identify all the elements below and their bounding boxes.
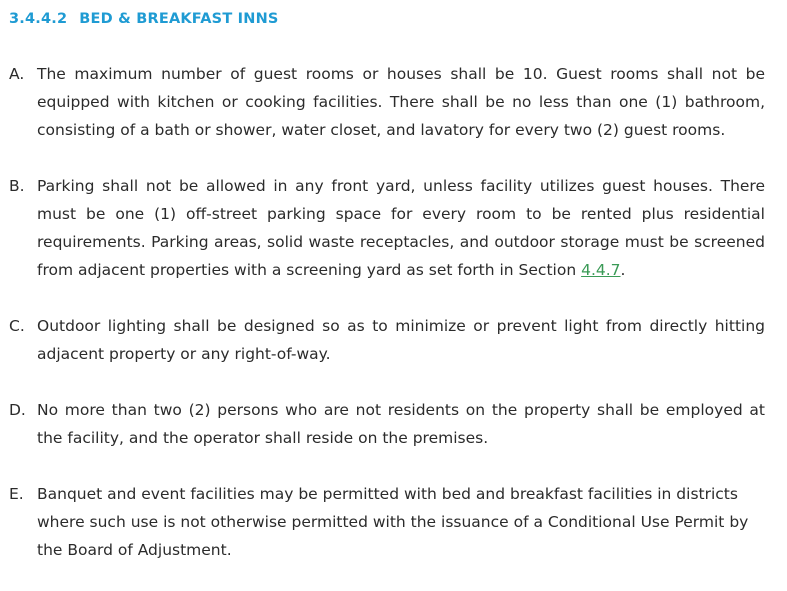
list-item-e	[9, 480, 765, 564]
list-marker: B.	[9, 177, 25, 195]
list-item-text-before-link: Parking shall not be allowed in any front yard, unless facility utilizes guest houses. There must be one (1) off-street parking space for every room to be rented plus residential requirements. Parking areas, solid waste receptacles, and outdoor storage must be screened from adjacent properties with a screening yard as set forth in Section	[37, 177, 765, 279]
list-item-text-after-link: .	[620, 261, 626, 279]
section-link[interactable]: 4.4.7	[581, 261, 621, 279]
list-item-text	[37, 172, 765, 284]
section-number: 3.4.4.2	[9, 11, 68, 27]
list-item-d	[9, 396, 765, 452]
list-item-b	[9, 172, 765, 284]
list-marker: E.	[9, 485, 24, 503]
list-item-text: No more than two (2) persons who are not residents on the property shall be employed at the facility, and the operator shall reside on the premises.	[37, 401, 765, 447]
list-marker: A.	[9, 65, 25, 83]
list-item-text: The maximum number of guest rooms or houses shall be 10. Guest rooms shall not be equipped with kitchen or cooking facilities. There shall be no less than one (1) bathroom, consisting of a bath or shower, water closet, and lavatory for every two (2) guest rooms.	[37, 65, 765, 139]
section-title: BED & BREAKFAST INNS	[79, 11, 279, 27]
list-marker: C.	[9, 317, 25, 335]
list-item-a	[9, 60, 765, 144]
requirements-list	[9, 60, 765, 564]
section-heading	[9, 8, 765, 30]
list-item-text: Outdoor lighting shall be designed so as to minimize or prevent light from directly hitting adjacent property or any right-of-way.	[37, 317, 765, 363]
list-marker: D.	[9, 401, 26, 419]
list-item-c	[9, 312, 765, 368]
list-item-text: Banquet and event facilities may be permitted with bed and breakfast facilities in districts where such use is not otherwise permitted with the issuance of a Conditional Use Permit by the Board of Adjustment.	[37, 485, 749, 559]
